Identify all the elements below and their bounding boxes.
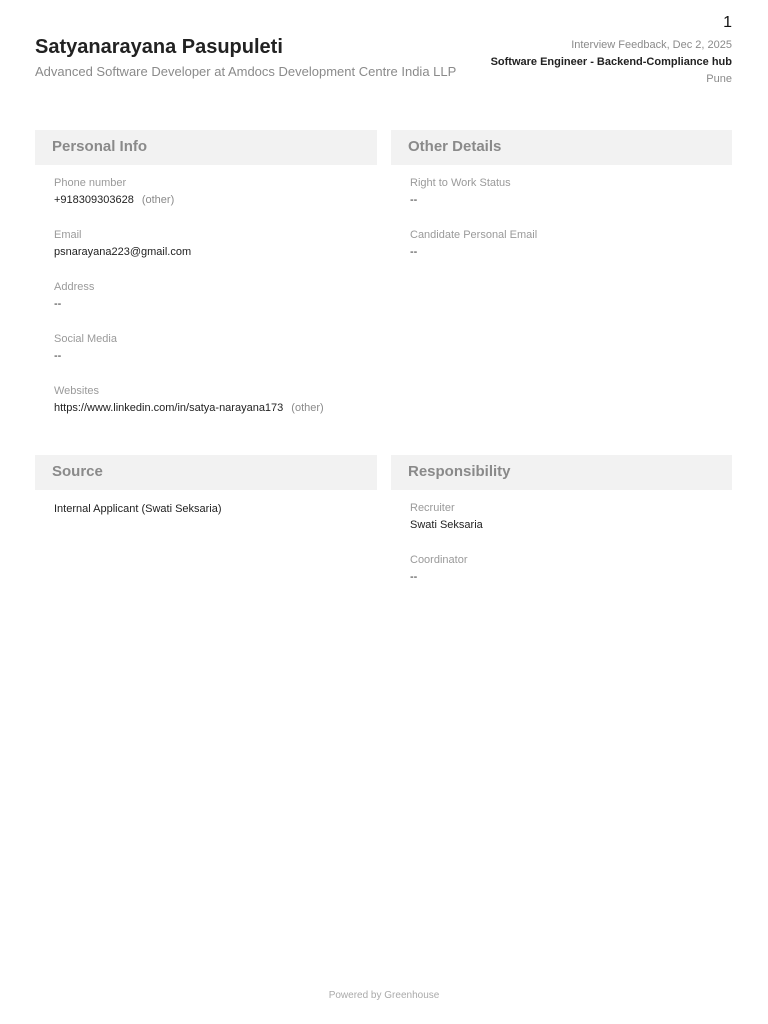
email-value[interactable]: psnarayana223@gmail.com	[54, 246, 192, 258]
personal-info-title: Personal Info	[35, 130, 377, 165]
personal-email-label: Candidate Personal Email	[410, 229, 538, 241]
social-media-label: Social Media	[54, 333, 117, 345]
recruiter-value: Swati Seksaria	[410, 519, 483, 531]
candidate-header	[35, 36, 495, 79]
websites-link[interactable]: https://www.linkedin.com/in/satya-narayana173	[54, 402, 284, 414]
other-details-title: Other Details	[391, 130, 732, 165]
right-to-work-field	[410, 175, 732, 209]
social-media-field	[54, 331, 377, 365]
source-title: Source	[35, 455, 377, 490]
websites-note: (other)	[291, 402, 324, 414]
phone-value: +918309303628	[54, 194, 134, 206]
recruiter-label: Recruiter	[410, 502, 455, 514]
right-to-work-value: --	[410, 194, 418, 206]
coordinator-value: --	[410, 571, 418, 583]
websites-label: Websites	[54, 385, 100, 397]
job-location: Pune	[706, 73, 732, 85]
coordinator-field	[410, 552, 732, 586]
coordinator-label: Coordinator	[410, 554, 468, 566]
social-media-value: --	[54, 350, 62, 362]
other-details-section	[391, 130, 732, 279]
personal-info-section	[35, 130, 377, 435]
email-label: Email	[54, 229, 82, 241]
phone-label: Phone number	[54, 177, 127, 189]
responsibility-title: Responsibility	[391, 455, 732, 490]
feedback-meta	[472, 37, 732, 88]
phone-note: (other)	[141, 194, 175, 206]
phone-field	[54, 175, 377, 209]
feedback-date: Interview Feedback, Dec 2, 2025	[571, 39, 732, 51]
powered-by-footer: Powered by Greenhouse	[328, 990, 440, 1001]
source-value: Internal Applicant (Swati Seksaria)	[54, 503, 222, 515]
email-field	[54, 227, 377, 261]
right-to-work-label: Right to Work Status	[410, 177, 511, 189]
candidate-name: Satyanarayana Pasupuleti	[35, 36, 283, 58]
personal-email-field	[410, 227, 732, 261]
candidate-subtitle: Advanced Software Developer at Amdocs Development Centre India LLP	[35, 64, 457, 79]
address-value: --	[54, 298, 62, 310]
page-number: 1	[723, 14, 732, 31]
address-field	[54, 279, 377, 313]
websites-field	[54, 383, 377, 417]
responsibility-section	[391, 455, 732, 604]
personal-email-value: --	[410, 246, 418, 258]
address-label: Address	[54, 281, 95, 293]
source-section	[35, 455, 377, 518]
job-role: Software Engineer - Backend-Compliance hub	[490, 56, 732, 68]
recruiter-field	[410, 500, 732, 534]
